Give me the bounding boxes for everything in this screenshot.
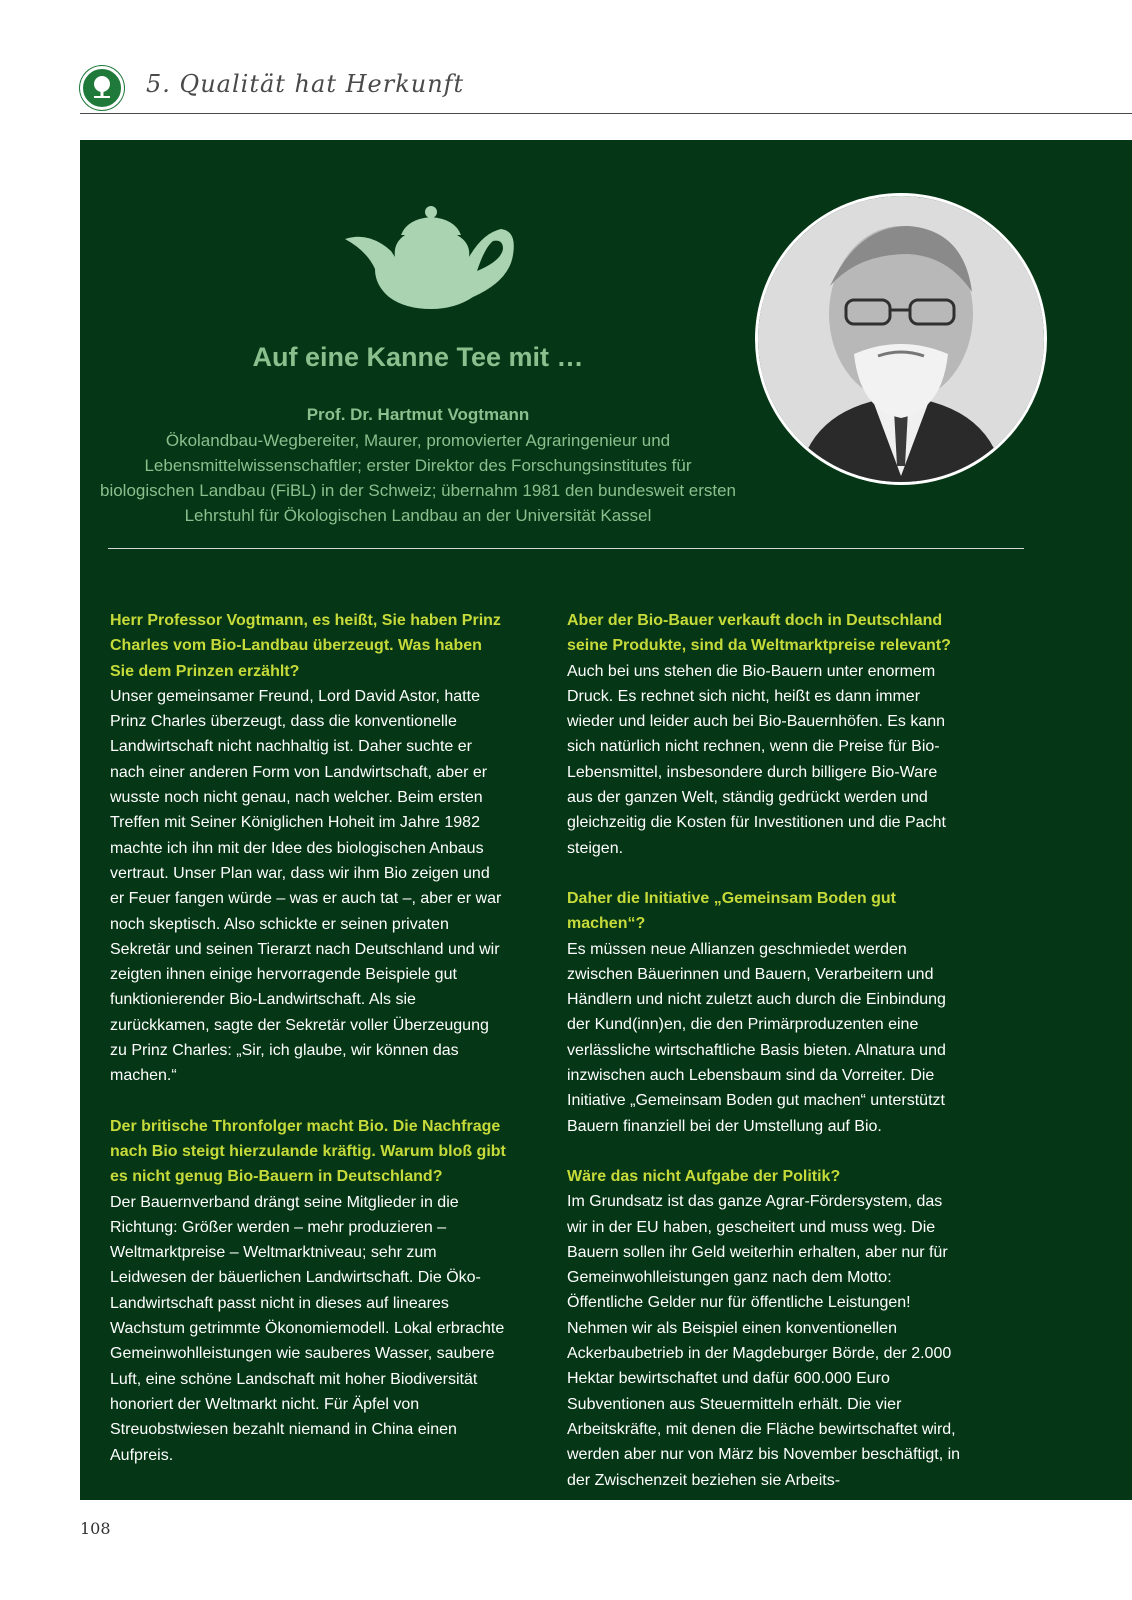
question: Der britische Thronfolger macht Bio. Die Nachfrage nach Bio steigt hierzulande kräftig. Warum bloß gibt es nicht genug Bio-Bauern in Deutschland?	[110, 1117, 506, 1186]
left-column	[110, 608, 508, 1493]
right-column	[567, 608, 965, 1518]
qa-block	[567, 608, 965, 861]
answer: Auch bei uns stehen die Bio-Bauern unter enormem Druck. Es rechnet sich nicht, heißt es dann immer wieder und leider auch bei Bio-Bauernhöfen. Es kann sich natürlich nicht rechnen, wenn die Preise für Bio-Lebensmittel, insbesondere durch billigere Bio-Ware aus der ganzen Welt, ständig gedrückt werden und gleichzeitig die Kosten für Investitionen und die Pacht steigen.	[567, 662, 946, 857]
qa-block	[567, 1164, 965, 1493]
interview-heading: Auf eine Kanne Tee mit …	[252, 342, 584, 372]
answer: Im Grundsatz ist das ganze Agrar-Fördersystem, das wir in der EU haben, gescheitert und muss weg. Die Bauern sollen ihr Geld weiterhin erhalten, aber nur für Gemeinwohlleistungen ganz nach dem Motto: Öffentliche Gelder nur für öffentliche Leistungen! Nehmen wir als Beispiel einen konventionellen Ackerbaubetrieb in der Magdeburger Börde, der 2.000 Hektar bewirtschaftet und dafür 600.000 Euro Subventionen aus Steuermitteln erhält. Die vier Arbeitskräfte, mit denen die Fläche bewirtschaftet wird, werden aber nur von März bis November beschäftigt, in der Zwischenzeit beziehen sie Arbeits-	[567, 1193, 961, 1489]
section-divider	[108, 548, 1024, 549]
answer: Unser gemeinsamer Freund, Lord David Astor, hatte Prinz Charles überzeugt, dass die konventionelle Landwirtschaft nicht nachhaltig ist. Daher suchte er nach einer anderen Form von Landwirtschaft, aber er wusste noch nicht genau, nach welcher. Beim ersten Treffen mit Seiner Königlichen Hoheit im Jahre 1982 machte ich ihn mit der Idee des biologischen Anbaus vertraut. Unser Plan war, dass wir ihm Bio zeigen und er Feuer fangen würde – was er auch tat –, aber er war noch skeptisch. Also schickte er seinen privaten Sekretär und seinen Tierarzt nach Deutschland und wir zeigten ihnen einige hervorragende Beispiele gut funktionierender Bio-Landwirtschaft. Als sie zurückkamen, sagte der Sekretär voller Überzeugung zu Prinz Charles: „Sir, ich glaube, wir können das machen.“	[110, 687, 502, 1085]
guest-name: Prof. Dr. Hartmut Vogtmann	[306, 405, 530, 424]
question: Herr Professor Vogtmann, es heißt, Sie haben Prinz Charles vom Bio-Landbau überzeugt. Was haben Sie dem Prinzen erzählt?	[110, 612, 501, 680]
guest-bio: Ökolandbau-Wegbereiter, Maurer, promovierter Agraringenieur und Lebensmittelwissenschaftler; erster Direktor des Forschungsinstitutes für biologischen Landbau (FiBL) in der Schweiz; übernahm 1981 den bundesweit ersten Lehrstuhl für Ökologischen Landbau an der Universität Kassel	[100, 431, 737, 525]
question: Wäre das nicht Aufgabe der Politik?	[567, 1167, 841, 1185]
lebensbaum-logo-icon	[80, 66, 124, 110]
question: Aber der Bio-Bauer verkauft doch in Deutschland seine Produkte, sind da Weltmarktpreise relevant?	[567, 612, 951, 655]
answer: Der Bauernverband drängt seine Mitglieder in die Richtung: Größer werden – mehr produzieren – Weltmarktpreise – Weltmarktniveau; sehr zum Leidwesen der bäuerlichen Landwirtschaft. Die Öko-Landwirtschaft passt nicht in dieses auf lineares Wachstum getrimmte Ökonomiemodell. Lokal erbrachte Gemeinwohlleistungen wie sauberes Wasser, saubere Luft, eine schöne Landschaft mit hoher Biodiversität honoriert der Weltmarkt nicht. Für Äpfel von Streuobstwiesen bezahlt niemand in China einen Aufpreis.	[110, 1193, 505, 1464]
page-number: 108	[80, 1519, 111, 1538]
chapter-title: 5. Qualität hat Herkunft	[146, 70, 465, 98]
teapot-icon	[345, 205, 517, 309]
question: Daher die Initiative „Gemeinsam Boden gut machen“?	[567, 889, 896, 933]
qa-block	[110, 608, 508, 1089]
qa-block	[110, 1114, 508, 1468]
answer: Es müssen neue Allianzen geschmiedet werden zwischen Bäuerinnen und Bauern, Verarbeitern und Händlern und nicht zuletzt auch durch die Einbindung der Kund(inn)en, die den Primärproduzenten eine verlässliche wirtschaftliche Basis bieten. Alnatura und inzwischen auch Lebensbaum sind da Vorreiter. Die Initiative „Gemeinsam Boden gut machen“ unterstützt Bauern finanziell bei der Umstellung auf Bio.	[567, 940, 946, 1135]
header-rule	[80, 113, 1132, 114]
guest-portrait	[755, 193, 1047, 485]
qa-block	[567, 886, 965, 1139]
